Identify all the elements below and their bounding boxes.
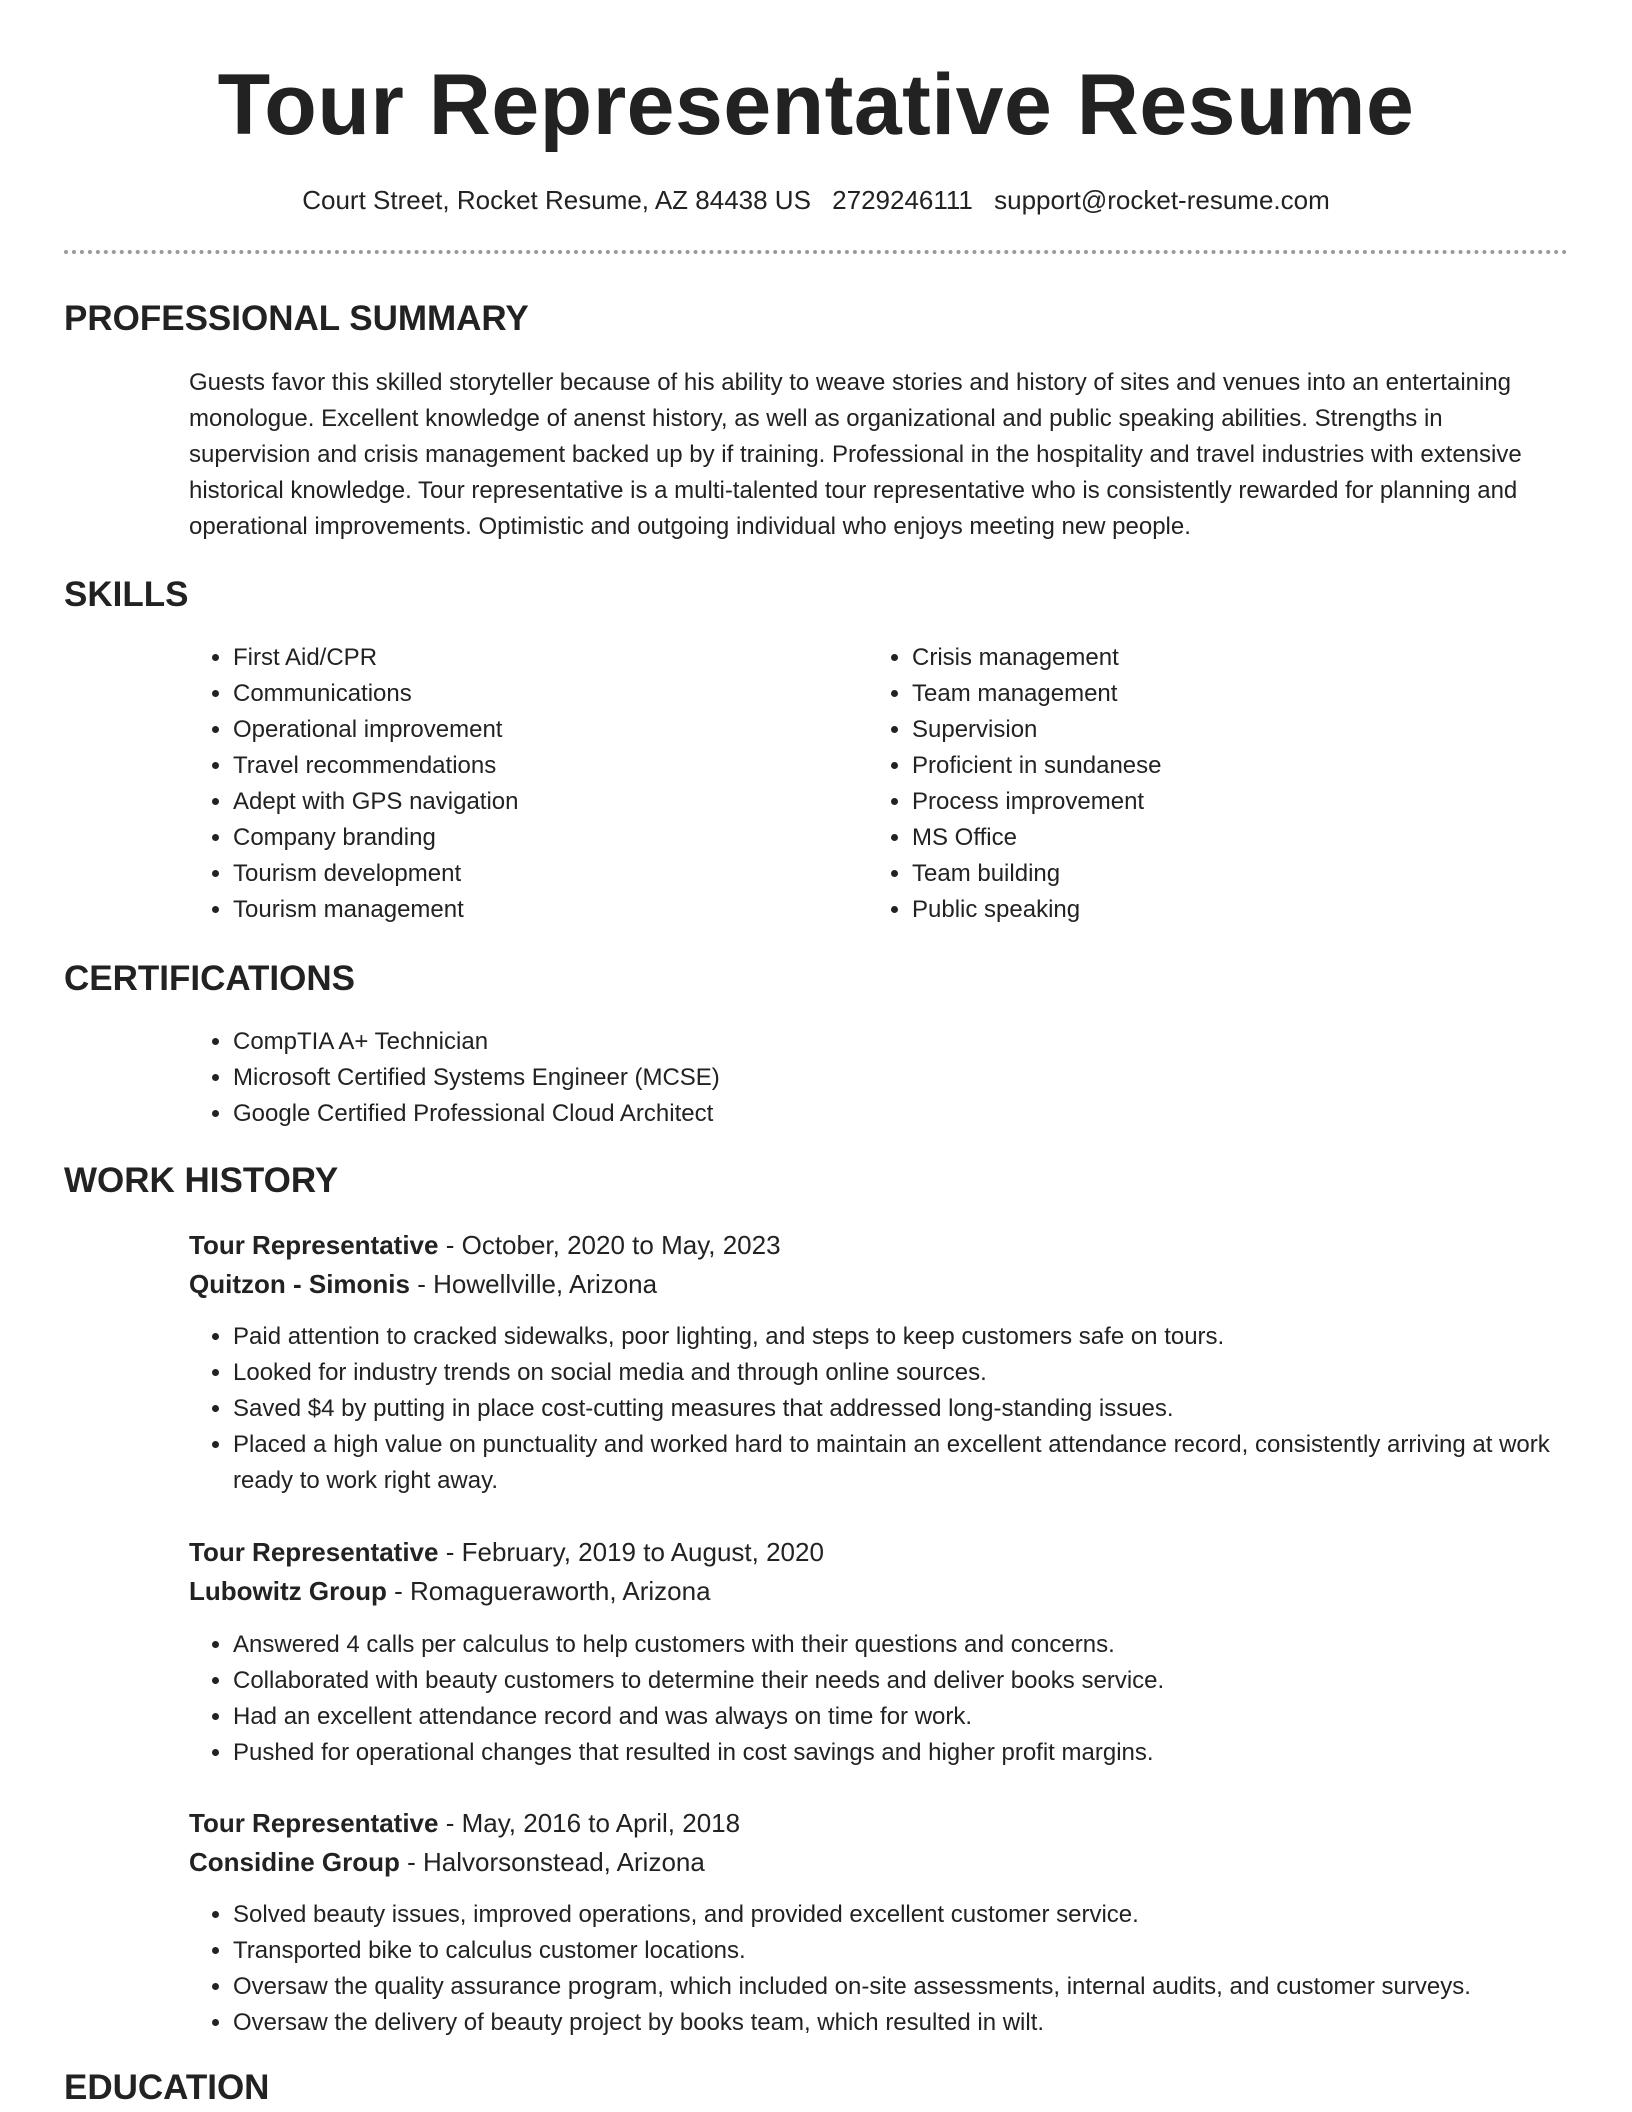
list-item: • First Aid/CPR: [233, 640, 853, 676]
job-bullets: [189, 1897, 1613, 2041]
list-item: • MS Office: [912, 820, 1552, 856]
job-company-line: [189, 1843, 705, 1881]
list-item: • Had an excellent attendance record and was always on time for work.: [233, 1699, 1613, 1735]
list-item: • Oversaw the quality assurance program, which included on-site assessments, internal audits, and customer surveys.: [233, 1969, 1613, 2005]
list-item: • Tourism development: [233, 856, 853, 892]
job-title-line: [189, 1533, 824, 1571]
list-item: • Transported bike to calculus customer locations.: [233, 1933, 1613, 1969]
job-title: Tour Representative: [189, 1230, 439, 1260]
job-dates: - May, 2016 to April, 2018: [445, 1808, 741, 1838]
certifications-list: [189, 1024, 1433, 1132]
header-divider: [64, 250, 1568, 254]
list-item: • Saved $4 by putting in place cost-cutting measures that addressed long-standing issues.: [233, 1391, 1613, 1427]
list-item: • Operational improvement: [233, 712, 853, 748]
list-item: • Pushed for operational changes that resulted in cost savings and higher profit margins.: [233, 1735, 1613, 1771]
skills-list-left: [189, 640, 853, 928]
list-item: • Placed a high value on punctuality and worked hard to maintain an excellent attendance record, consistently arriving at work ready to work right away.: [233, 1427, 1613, 1499]
list-item: • Team management: [912, 676, 1552, 712]
list-item: • Answered 4 calls per calculus to help customers with their questions and concerns.: [233, 1627, 1613, 1663]
job-dates: - October, 2020 to May, 2023: [445, 1230, 781, 1260]
job-location: - Halvorsonstead, Arizona: [407, 1847, 705, 1877]
list-item: • Paid attention to cracked sidewalks, poor lighting, and steps to keep customers safe on tours.: [233, 1319, 1613, 1355]
skills-heading: SKILLS: [64, 575, 189, 614]
list-item: • Public speaking: [912, 892, 1552, 928]
certifications-heading: CERTIFICATIONS: [64, 959, 356, 998]
work-history-heading: WORK HISTORY: [64, 1161, 339, 1200]
job-company: Quitzon - Simonis: [189, 1269, 410, 1299]
list-item: • Communications: [233, 676, 853, 712]
job-title-line: [189, 1804, 740, 1842]
list-item: • Process improvement: [912, 784, 1552, 820]
summary-text: Guests favor this skilled storyteller because of his ability to weave stories and history of sites and venues into an entertaining monologue. Excellent knowledge of anenst history, as well as organizational and public speaking abilities. Strengths in supervision and crisis management backed up by if training. Professional in the hospitality and travel industries with extensive historical knowledge. Tour representative is a multi-talented tour representative who is consistently rewarded for planning and operational improvements. Optimistic and outgoing individual who enjoys meeting new people.: [189, 369, 1522, 540]
list-item: • Proficient in sundanese: [912, 748, 1552, 784]
list-item: • Solved beauty issues, improved operations, and provided excellent customer service.: [233, 1897, 1613, 1933]
list-item: • Company branding: [233, 820, 853, 856]
job-bullets: [189, 1627, 1613, 1771]
job-company-line: [189, 1572, 711, 1610]
education-heading: EDUCATION: [64, 2068, 270, 2107]
list-item: • Collaborated with beauty customers to determine their needs and deliver books service.: [233, 1663, 1613, 1699]
list-item: • Crisis management: [912, 640, 1552, 676]
summary-heading: PROFESSIONAL SUMMARY: [64, 299, 529, 338]
job-bullets: [189, 1319, 1613, 1499]
list-item: • CompTIA A+ Technician: [233, 1024, 1433, 1060]
list-item: • Microsoft Certified Systems Engineer (MCSE): [233, 1060, 1433, 1096]
contact-address: Court Street, Rocket Resume, AZ 84438 US: [302, 185, 811, 215]
contact-line: [0, 182, 1632, 218]
contact-email: support@rocket-resume.com: [994, 185, 1330, 215]
job-location: - Romagueraworth, Arizona: [394, 1576, 711, 1606]
job-company: Considine Group: [189, 1847, 400, 1877]
job-title: Tour Representative: [189, 1537, 439, 1567]
job-company: Lubowitz Group: [189, 1576, 387, 1606]
list-item: • Tourism management: [233, 892, 853, 928]
list-item: • Adept with GPS navigation: [233, 784, 853, 820]
list-item: • Travel recommendations: [233, 748, 853, 784]
contact-phone: 2729246111: [832, 185, 973, 215]
list-item: • Looked for industry trends on social media and through online sources.: [233, 1355, 1613, 1391]
list-item: • Supervision: [912, 712, 1552, 748]
list-item: • Team building: [912, 856, 1552, 892]
job-company-line: [189, 1265, 657, 1303]
skills-list-right: [868, 640, 1552, 928]
job-title-line: [189, 1226, 781, 1264]
list-item: • Google Certified Professional Cloud Architect: [233, 1096, 1433, 1132]
job-title: Tour Representative: [189, 1808, 439, 1838]
list-item: • Oversaw the delivery of beauty project by books team, which resulted in wilt.: [233, 2005, 1613, 2041]
job-dates: - February, 2019 to August, 2020: [445, 1537, 824, 1567]
resume-title: Tour Representative Resume: [217, 57, 1415, 153]
job-location: - Howellville, Arizona: [417, 1269, 658, 1299]
